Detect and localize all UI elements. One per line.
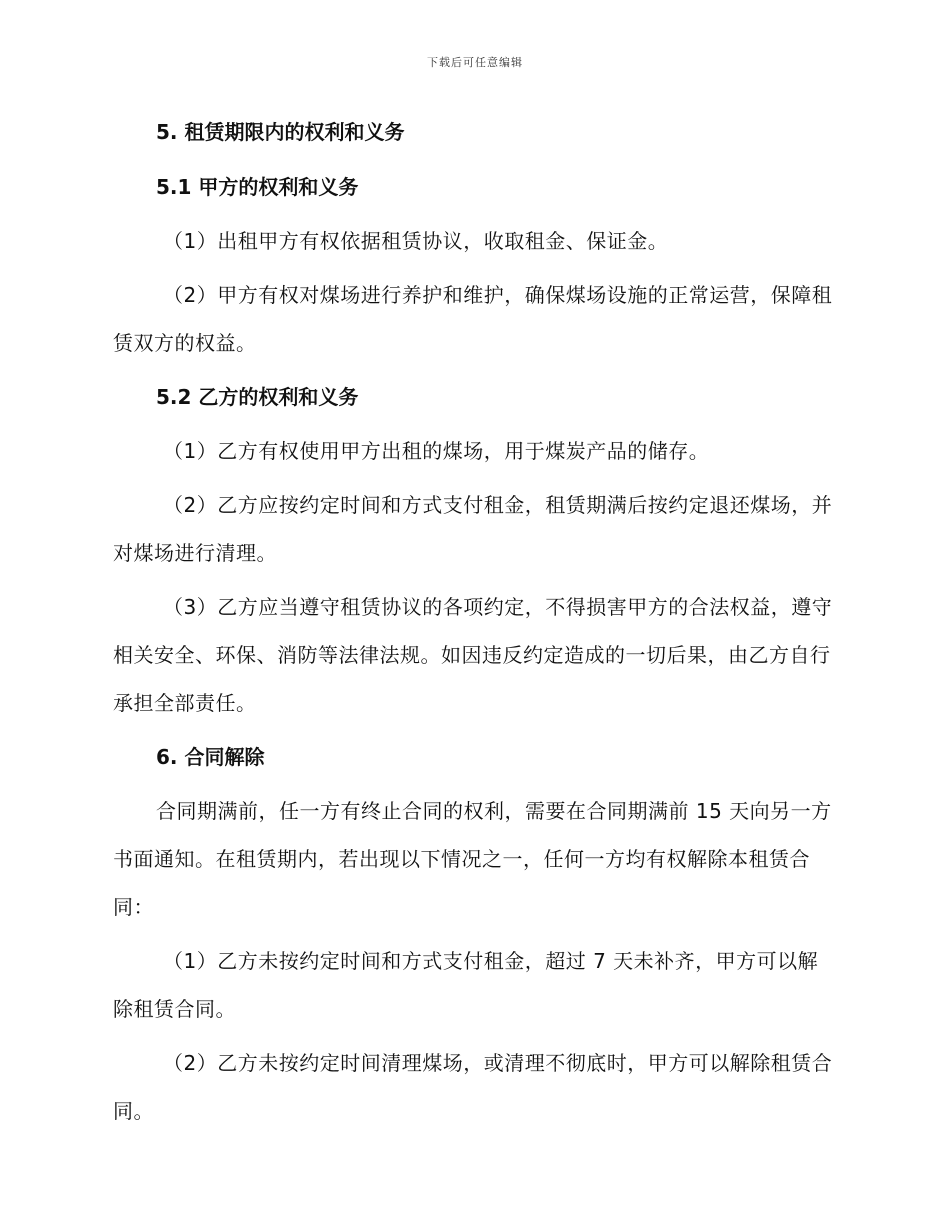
section-5-2-item-2: （2）乙方应按约定时间和方式支付租金，租赁期满后按约定退还煤场，并对煤场进行清理。 (113, 493, 833, 565)
section-5-1-heading: 5.1 甲方的权利和义务 (156, 175, 359, 199)
section-6-item-1: （1）乙方未按约定时间和方式支付租金，超过 7 天未补齐，甲方可以解除租赁合同。 (113, 949, 819, 1021)
section-5-2-heading: 5.2 乙方的权利和义务 (156, 385, 359, 409)
section-6-heading: 6. 合同解除 (156, 745, 265, 769)
section-5-1-item-2: （2）甲方有权对煤场进行养护和维护，确保煤场设施的正常运营，保障租赁双方的权益。 (113, 283, 833, 355)
document-body (113, 112, 833, 1135)
section-6-intro: 合同期满前，任一方有终止合同的权利，需要在合同期满前 15 天向另一方书面通知。在租赁期内，若出现以下情况之一，任何一方均有权解除本租赁合同： (113, 799, 832, 919)
page-header-note: 下载后可任意编辑 (427, 56, 523, 69)
section-5-2-item-3: （3）乙方应当遵守租赁协议的各项约定，不得损害甲方的合法权益，遵守相关安全、环保、消防等法律法规。如因违反约定造成的一切后果，由乙方自行承担全部责任。 (113, 595, 833, 715)
section-5-1-item-1: （1）出租甲方有权依据租赁协议，收取租金、保证金。 (163, 229, 669, 253)
section-6-item-2: （2）乙方未按约定时间清理煤场，或清理不彻底时，甲方可以解除租赁合同。 (113, 1051, 833, 1123)
section-5-heading: 5. 租赁期限内的权利和义务 (156, 120, 405, 144)
section-5-2-item-1: （1）乙方有权使用甲方出租的煤场，用于煤炭产品的储存。 (163, 439, 710, 463)
